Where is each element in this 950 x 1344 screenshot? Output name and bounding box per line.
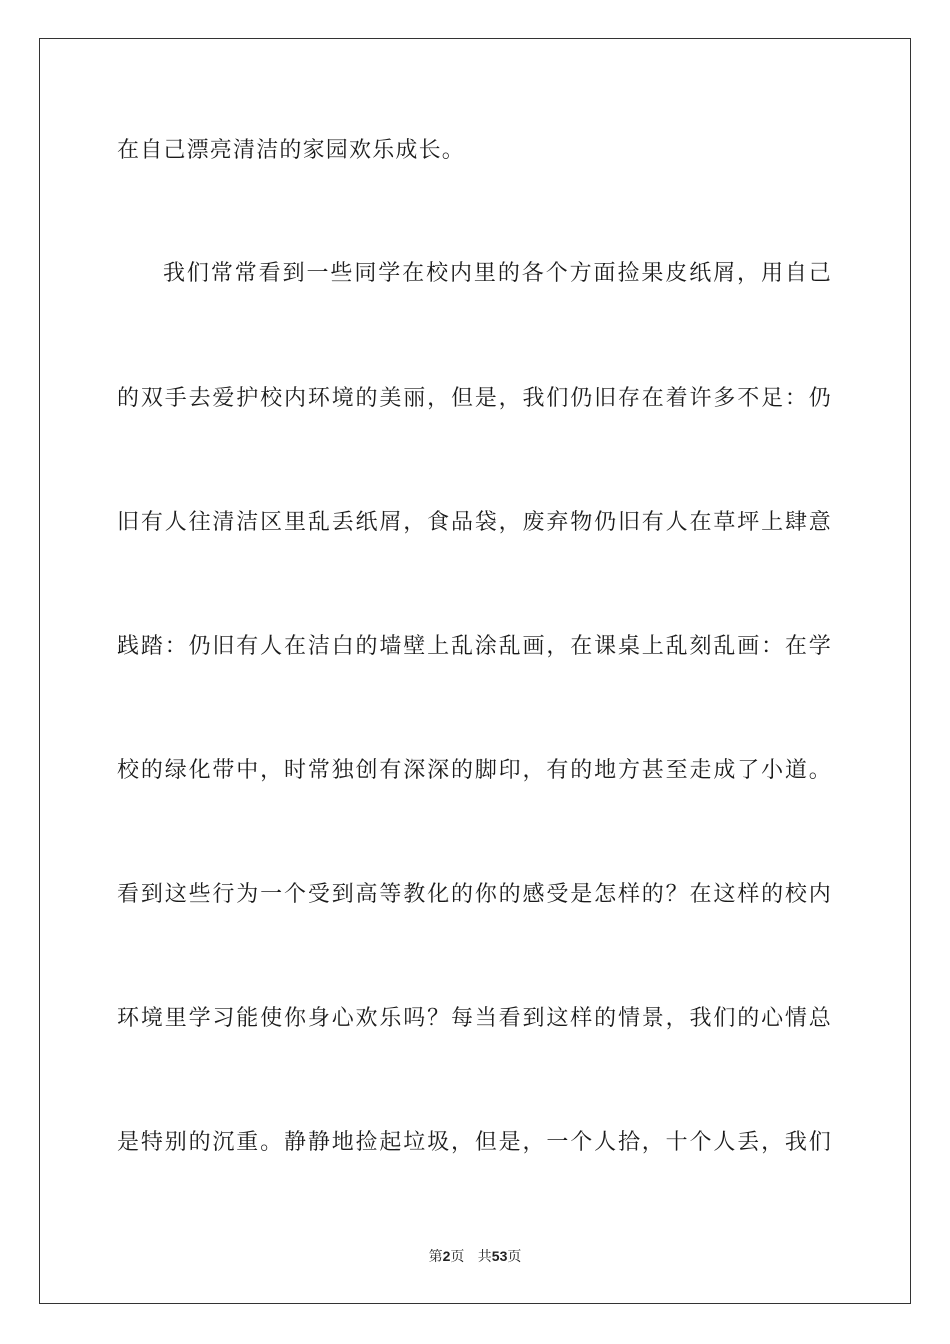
text-line-1: 在自己漂亮清洁的家园欢乐成长。 <box>117 138 466 163</box>
text-line-2: 我们常常看到一些同学在校内里的各个方面捡果皮纸屑，用自己 <box>163 261 832 286</box>
page-frame <box>39 38 911 1304</box>
footer-total-pages: 53 <box>491 1248 508 1264</box>
text-line-4: 旧有人往清洁区里乱丢纸屑，食品袋，废弃物仍旧有人在草坪上肆意 <box>117 510 832 535</box>
text-line-6: 校的绿化带中，时常独创有深深的脚印，有的地方甚至走成了小道。 <box>117 758 832 783</box>
footer-total-suffix: 页 <box>507 1249 522 1265</box>
text-line-3: 的双手去爱护校内环境的美丽，但是，我们仍旧存在着许多不足：仍 <box>117 386 832 411</box>
text-line-8: 环境里学习能使你身心欢乐吗？每当看到这样的情景，我们的心情总 <box>117 1006 832 1031</box>
footer-page-number: 2 <box>442 1248 451 1264</box>
footer-page-suffix: 页 <box>450 1249 465 1265</box>
text-line-9: 是特别的沉重。静静地捡起垃圾，但是，一个人拾，十个人丢，我们 <box>117 1130 832 1155</box>
text-line-5: 践踏：仍旧有人在洁白的墙壁上乱涂乱画，在课桌上乱刻乱画：在学 <box>117 634 832 659</box>
footer-total-prefix: 共 <box>477 1249 492 1265</box>
text-line-7: 看到这些行为一个受到高等教化的你的感受是怎样的？在这样的校内 <box>117 882 832 907</box>
footer-page-prefix: 第 <box>428 1249 443 1265</box>
page-footer <box>0 1246 950 1267</box>
